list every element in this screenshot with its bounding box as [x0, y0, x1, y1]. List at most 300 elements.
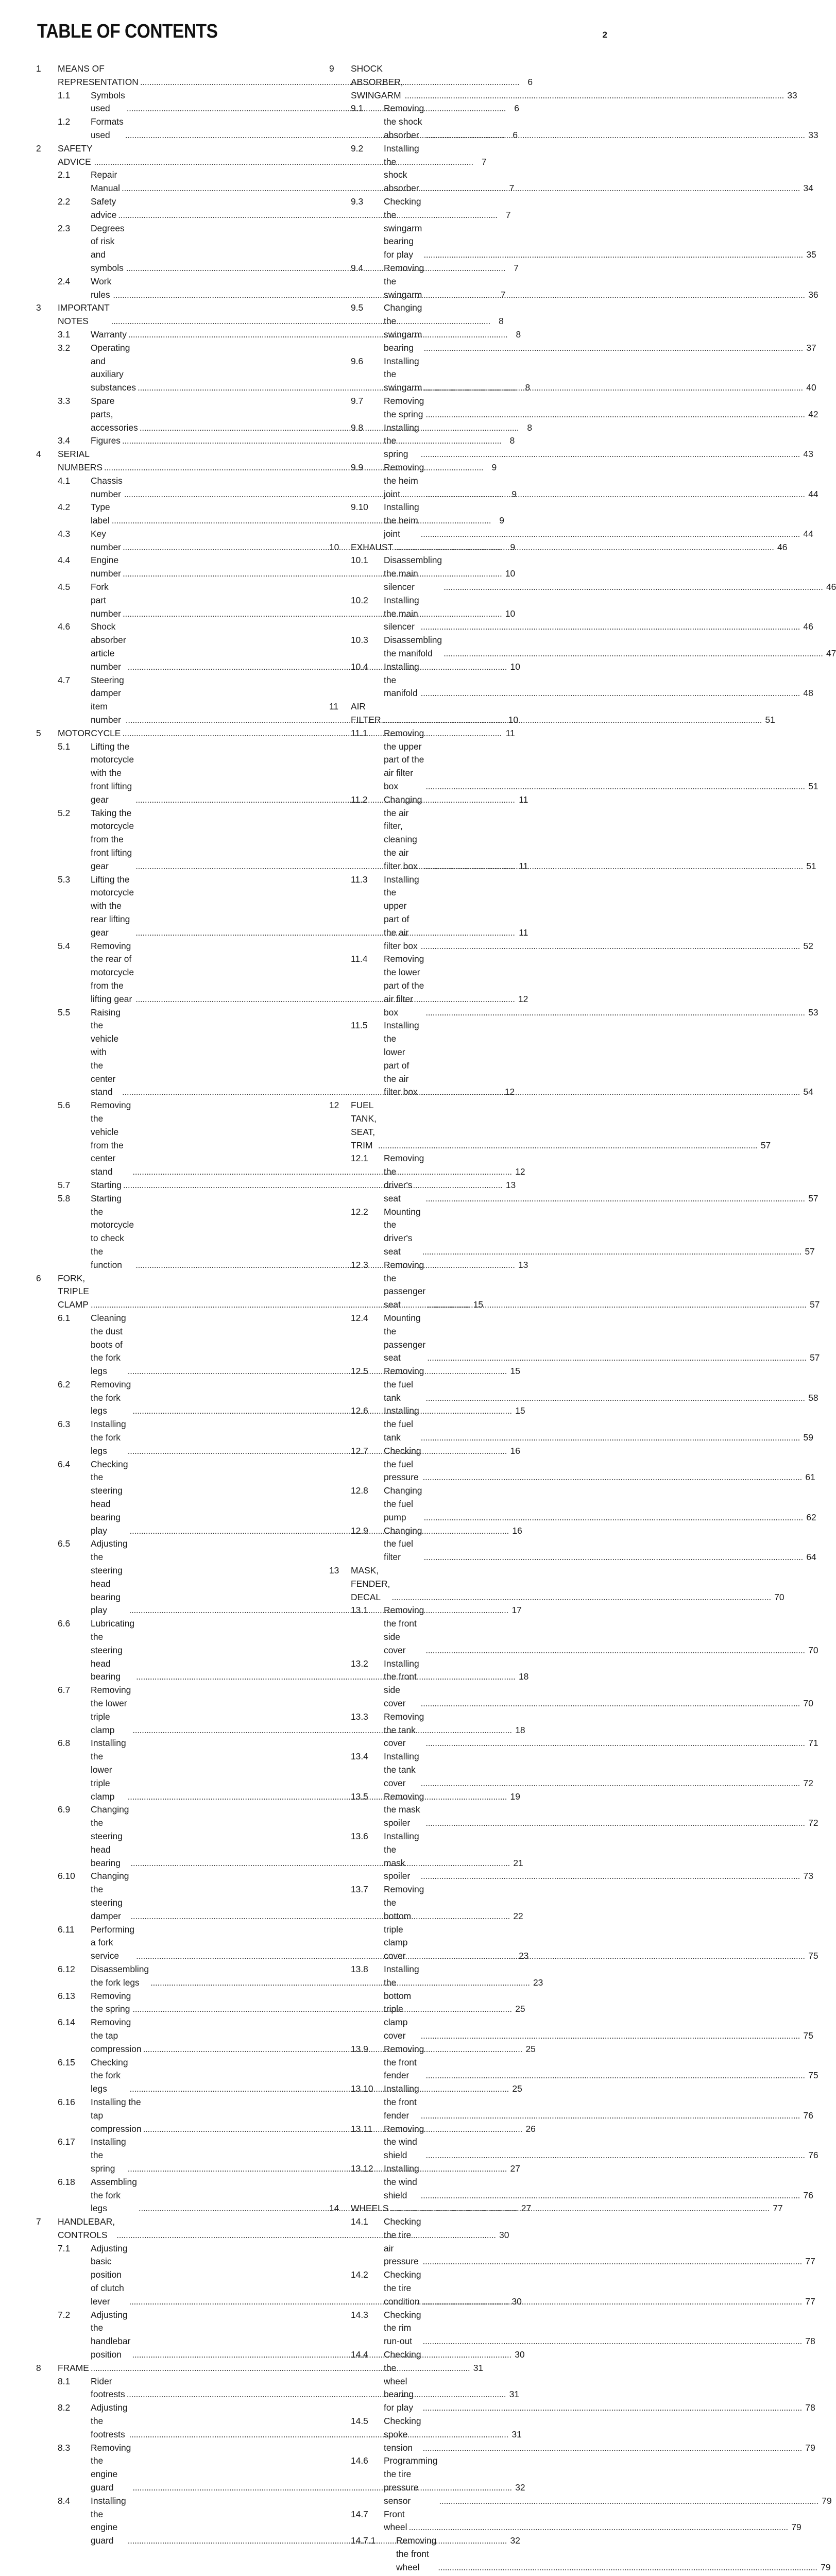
toc-entry-number: 10.2	[351, 595, 368, 605]
toc-entry-title: Type label	[91, 502, 110, 526]
toc-entry-title: Installing the front side cover	[384, 1658, 419, 1709]
dot-leader	[425, 1192, 804, 1206]
toc-entry-page: 79	[821, 2562, 831, 2572]
toc-entry-page: 25	[512, 2083, 522, 2094]
toc-entry-number: 9.10	[351, 502, 368, 513]
toc-entry[interactable]	[329, 1524, 816, 1564]
toc-entry-number: 13.9	[351, 2043, 368, 2054]
toc-entry-number: 10.4	[351, 661, 368, 672]
toc-entry[interactable]	[329, 1259, 820, 1312]
toc-entry-number: 13.6	[351, 1831, 368, 1841]
dot-leader	[423, 860, 801, 873]
toc-entry-page: 79	[791, 2522, 801, 2533]
toc-entry-number: 6.18	[58, 2176, 75, 2187]
toc-entry-page: 13	[518, 1259, 528, 1270]
toc-entry-number: 12.2	[351, 1206, 368, 1217]
toc-entry-number: 14.6	[351, 2455, 368, 2466]
toc-entry-page: 76	[803, 2110, 813, 2121]
toc-entry[interactable]	[329, 501, 813, 540]
toc-chapter[interactable]	[329, 2202, 783, 2215]
toc-entry-title: Removing the passenger seat	[384, 1259, 426, 1310]
dot-leader	[443, 581, 822, 594]
toc-entry[interactable]	[329, 634, 836, 660]
dot-leader	[421, 1086, 799, 1099]
toc-column-right	[329, 62, 836, 2576]
toc-entry[interactable]	[329, 594, 813, 634]
toc-entry-page: 75	[803, 2030, 813, 2041]
toc-entry-page: 37	[806, 342, 816, 353]
toc-entry-title: Removing the fuel tank	[384, 1366, 424, 1403]
toc-entry[interactable]	[329, 554, 836, 594]
toc-entry[interactable]	[329, 1484, 816, 1524]
dot-leader	[423, 2255, 801, 2268]
toc-entry-number: 14.5	[351, 2416, 368, 2427]
toc-entry-title: Operating and auxiliary substances	[91, 342, 136, 393]
toc-entry-number: 8	[36, 2362, 41, 2373]
dot-leader	[395, 541, 773, 554]
toc-entry[interactable]	[329, 2348, 815, 2415]
toc-entry-title: Shock absorber article number	[91, 621, 126, 672]
toc-entry-title: Checking the fork legs	[91, 2057, 128, 2094]
toc-entry-number: 6.4	[58, 1459, 71, 1469]
toc-entry-page: 16	[510, 1445, 520, 1456]
toc-entry[interactable]	[329, 1312, 820, 1365]
dot-leader	[443, 647, 822, 660]
toc-entry-number: 6.17	[58, 2137, 75, 2147]
toc-entry[interactable]	[329, 2508, 801, 2535]
dot-leader	[425, 2149, 804, 2162]
page-title: TABLE OF CONTENTS	[37, 21, 218, 42]
dot-leader	[421, 1431, 799, 1445]
toc-entry-title: Removing the bottom triple clamp cover	[384, 1884, 424, 1961]
toc-entry[interactable]	[329, 2574, 597, 2576]
toc-entry-title: Installing the main silencer	[384, 595, 419, 632]
toc-entry-page: 10	[505, 568, 516, 579]
dot-leader	[425, 289, 804, 302]
toc-entry-page: 9	[510, 541, 516, 552]
toc-entry-page: 7	[505, 209, 511, 220]
toc-entry-page: 58	[808, 1392, 818, 1403]
toc-entry-number: 6.14	[58, 2017, 75, 2028]
toc-entry-page: 72	[808, 1818, 818, 1828]
toc-entry[interactable]	[329, 2534, 831, 2574]
toc-entry-number: 11.2	[351, 794, 368, 805]
toc-entry-page: 76	[808, 2150, 818, 2161]
toc-entry[interactable]	[329, 1604, 818, 1657]
toc-entry[interactable]	[329, 953, 818, 1019]
toc-entry-title: Repair Manual	[91, 170, 121, 194]
toc-entry-number: 9.6	[351, 355, 364, 366]
toc-entry[interactable]	[329, 2123, 818, 2162]
toc-entry[interactable]	[329, 195, 816, 262]
dot-leader	[421, 448, 799, 461]
toc-entry-page: 12	[515, 1166, 525, 1177]
toc-entry-number: 3	[36, 302, 41, 313]
toc-entry-number: 13	[329, 1565, 339, 1576]
dot-leader	[423, 1551, 801, 1564]
toc-entry-title: FORK, TRIPLE CLAMP	[58, 1273, 89, 1310]
toc-entry-title: Figures	[91, 435, 121, 446]
toc-entry-title: Installing the engine guard	[91, 2495, 126, 2546]
toc-entry-page: 78	[805, 2336, 815, 2347]
toc-entry[interactable]	[329, 1963, 813, 2043]
dot-leader	[423, 381, 801, 395]
toc-entry-number: 6.9	[58, 1804, 71, 1815]
dot-leader	[423, 248, 801, 262]
toc-entry-page: 6	[514, 103, 519, 114]
dot-leader	[425, 2069, 804, 2082]
toc-entry[interactable]	[329, 660, 813, 700]
toc-entry-page: 9	[491, 462, 497, 472]
toc-entry-title: Lifting the motorcycle with the rear lifting gear	[91, 874, 134, 938]
toc-entry[interactable]	[329, 873, 813, 953]
toc-entry-title: Installing the swingarm	[384, 355, 422, 393]
toc-entry-title: Changing the steering head bearing	[91, 1804, 129, 1868]
toc-entry-page: 8	[516, 329, 521, 340]
toc-entry-page: 76	[803, 2190, 813, 2200]
toc-entry-page: 16	[512, 1525, 522, 1536]
toc-entry-page: 11	[519, 927, 528, 938]
toc-entry-title: Cleaning the dust boots of the fork legs	[91, 1312, 126, 1377]
toc-entry-page: 6	[513, 129, 518, 140]
toc-entry[interactable]	[329, 1404, 813, 1444]
toc-entry-number: 6.13	[58, 1990, 75, 2001]
toc-entry-page: 33	[787, 90, 797, 100]
toc-entry-number: 9.9	[351, 462, 364, 472]
toc-entry-page: 79	[805, 2442, 815, 2453]
toc-entry[interactable]	[329, 102, 818, 142]
toc-entry-title: Engine number	[91, 555, 121, 579]
toc-entry-page: 47	[826, 648, 836, 659]
toc-entry-number: 6.3	[58, 1419, 71, 1430]
toc-entry-number: 14.4	[351, 2349, 368, 2360]
toc-entry-title: Installing the spring	[91, 2137, 126, 2174]
dot-leader	[425, 488, 804, 501]
toc-entry-title: MASK, FENDER, DECAL	[351, 1565, 390, 1602]
toc-entry-title: Installing the mask spoiler	[384, 1831, 419, 1882]
toc-entry-title: Taking the motorcycle from the front lifting gear	[91, 807, 134, 871]
toc-entry[interactable]	[36, 1923, 529, 1963]
toc-entry[interactable]	[36, 1990, 525, 2016]
dot-leader	[383, 714, 761, 727]
toc-entry-title: Checking the tire condition	[384, 2269, 421, 2307]
toc-entry-number: 2.2	[58, 196, 71, 207]
toc-entry-title: Raising the vehicle with the center stand	[91, 1007, 121, 1097]
dot-leader	[425, 1817, 804, 1830]
toc-entry-page: 33	[808, 129, 818, 140]
toc-entry-title: Formats used	[91, 116, 124, 140]
toc-entry-number: 11.5	[351, 1020, 368, 1031]
toc-entry-number: 7.1	[58, 2243, 71, 2253]
toc-entry-number: 14.2	[351, 2269, 368, 2280]
toc-entry-title: Removing the vehicle from the center stand	[91, 1100, 131, 1177]
toc-entry-page: 9	[499, 515, 504, 526]
toc-entry-number: 8.3	[58, 2442, 71, 2453]
toc-entry-page: 34	[803, 183, 813, 194]
toc-entry[interactable]	[329, 2454, 832, 2507]
toc-entry-number: 12.9	[351, 1525, 368, 1536]
toc-entry-page: 7	[509, 183, 515, 194]
toc-chapter[interactable]	[329, 700, 775, 727]
toc-entry-title: Removing the driver's seat	[384, 1153, 424, 1204]
toc-entry-number: 7.2	[58, 2309, 71, 2320]
toc-entry-number: 14.1	[351, 2216, 368, 2227]
dot-leader	[421, 528, 799, 541]
toc-entry-number: 6.5	[58, 1538, 71, 1549]
dot-leader	[423, 2335, 801, 2348]
toc-entry-page: 17	[511, 1605, 522, 1616]
toc-entry-title: Adjusting the footrests	[91, 2402, 128, 2439]
toc-entry-page: 13	[505, 1179, 516, 1190]
toc-entry[interactable]	[36, 1179, 516, 1192]
toc-entry[interactable]	[329, 2309, 815, 2348]
toc-entry-page: 54	[803, 1087, 813, 1097]
toc-entry-number: 10	[329, 541, 339, 552]
toc-entry-title: Changing the swingarm bearing	[384, 302, 422, 353]
toc-entry-title: Installing the spring	[384, 422, 419, 460]
toc-entry[interactable]	[329, 2415, 815, 2454]
toc-entry[interactable]	[329, 1883, 818, 1963]
toc-entry-number: 4.3	[58, 528, 71, 539]
toc-entry-number: 4.1	[58, 475, 71, 486]
toc-entry[interactable]	[329, 461, 818, 501]
dot-leader	[427, 1351, 805, 1365]
toc-entry-page: 79	[822, 2495, 832, 2506]
toc-entry-number: 13.3	[351, 1711, 368, 1722]
toc-entry-title: Warranty	[91, 329, 127, 340]
toc-entry-page: 12	[518, 993, 528, 1004]
toc-entry-number: 1.1	[58, 90, 71, 100]
toc-entry[interactable]	[329, 395, 818, 421]
toc-entry-title: Work rules	[91, 276, 112, 300]
toc-entry-page: 30	[499, 2229, 509, 2240]
dot-leader	[438, 2561, 816, 2574]
toc-entry[interactable]	[329, 1830, 813, 1883]
dot-leader	[439, 2495, 817, 2508]
toc-entry-page: 19	[510, 1791, 520, 1802]
toc-entry-title: Safety advice	[91, 196, 117, 220]
toc-entry-number: 5.5	[58, 1007, 71, 1018]
toc-entry-title: Starting	[91, 1179, 122, 1190]
toc-entry-number: 2.4	[58, 276, 71, 286]
toc-entry-page: 70	[803, 1698, 813, 1709]
toc-entry-number: 13.4	[351, 1751, 368, 1762]
dot-leader	[421, 1697, 799, 1710]
toc-entry-title: Installing the wind shield	[384, 2163, 419, 2200]
toc-entry-title: MOTORCYCLE	[58, 727, 121, 738]
toc-entry-number: 5	[36, 727, 41, 738]
toc-chapter[interactable]	[329, 541, 788, 554]
toc-entry[interactable]	[329, 1445, 815, 1484]
toc-entry-number: 6.16	[58, 2096, 75, 2107]
toc-entry-title: Removing the tank cover	[384, 1711, 424, 1749]
toc-entry[interactable]	[329, 1657, 813, 1710]
toc-entry-page: 11	[519, 860, 528, 871]
toc-entry-page: 15	[515, 1405, 525, 1416]
toc-entry-number: 14.7.1	[351, 2535, 376, 2546]
toc-entry-page: 10	[505, 608, 516, 619]
toc-entry[interactable]	[329, 1019, 813, 1099]
toc-entry-page: 27	[521, 2203, 532, 2214]
toc-chapter[interactable]	[36, 2362, 484, 2375]
toc-entry-title: Installing the tap compression	[91, 2096, 142, 2134]
toc-entry-number: 2	[36, 143, 41, 154]
toc-entry-title: AIR FILTER	[351, 701, 381, 725]
toc-entry-number: 11.3	[351, 874, 368, 885]
toc-entry-page: 31	[511, 2429, 522, 2439]
toc-entry-title: Key number	[91, 528, 121, 552]
toc-entry-title: Removing the engine guard	[91, 2442, 131, 2493]
toc-entry-title: Rider footrests	[91, 2376, 125, 2400]
toc-entry-number: 4	[36, 449, 41, 460]
toc-entry-title: Adjusting the handlebar position	[91, 2309, 131, 2360]
dot-leader	[421, 2029, 799, 2043]
toc-entry-title: Mounting the driver's seat	[384, 1206, 421, 1257]
toc-entry-title: Installing the upper part of the air filter box	[384, 874, 419, 951]
toc-entry-page: 10	[508, 715, 519, 725]
toc-entry-title: Disassembling the manifold	[384, 635, 442, 659]
toc-entry-title: Installing the lower part of the air filter box	[384, 1020, 419, 1097]
toc-entry-title: Spare parts, accessories	[91, 395, 138, 433]
toc-chapter[interactable]	[329, 1099, 771, 1152]
toc-entry-page: 15	[473, 1299, 484, 1310]
toc-entry-page: 57	[810, 1352, 820, 1363]
toc-entry-number: 14.7	[351, 2509, 368, 2519]
toc-entry-title: Removing the lower part of the air filter box	[384, 954, 424, 1018]
toc-entry[interactable]	[36, 2375, 519, 2402]
toc-entry-number: 9.1	[351, 103, 364, 114]
toc-entry-number: 5.1	[58, 741, 71, 752]
toc-entry-number: 12.1	[351, 1153, 368, 1164]
toc-entry-number: 6.12	[58, 1963, 75, 1974]
toc-entry-number: 6.10	[58, 1871, 75, 1882]
toc-entry-number: 12.8	[351, 1485, 368, 1496]
toc-entry[interactable]	[329, 142, 813, 195]
toc-entry-number: 5.6	[58, 1100, 71, 1111]
toc-entry-number: 8.1	[58, 2376, 71, 2386]
dot-leader	[423, 2401, 801, 2415]
toc-entry[interactable]	[329, 2162, 813, 2202]
toc-entry-title: SHOCK ABSORBER, SWINGARM	[351, 63, 403, 100]
toc-entry-page: 70	[774, 1591, 784, 1602]
toc-entry-page: 32	[515, 2482, 525, 2493]
toc-entry-number: 11	[329, 701, 339, 712]
toc-entry-page: 43	[803, 449, 813, 460]
toc-entry-title: Adjusting the steering head bearing play	[91, 1538, 128, 1616]
toc-entry-title: Removing the front wheel	[396, 2535, 437, 2572]
toc-entry-page: 72	[803, 1777, 813, 1788]
toc-entry-title: FRAME	[58, 2362, 89, 2373]
toc-entry-page: 46	[777, 541, 788, 552]
toc-entry-title: MEANS OF REPRESENTATION	[58, 63, 139, 87]
toc-entry-title: WHEELS	[351, 2203, 389, 2214]
toc-entry[interactable]	[329, 1365, 818, 1404]
dot-leader	[423, 1511, 801, 1524]
dot-leader	[423, 1471, 801, 1484]
toc-entry-page: 35	[806, 249, 816, 260]
toc-entry-number: 14.3	[351, 2309, 368, 2320]
toc-entry[interactable]	[329, 793, 816, 873]
toc-entry-page: 15	[510, 1366, 520, 1377]
toc-entry-title: Removing the wind shield	[384, 2123, 424, 2161]
toc-entry-number: 4.4	[58, 555, 71, 566]
toc-entry-number: 4.5	[58, 582, 71, 592]
toc-entry-number: 12.4	[351, 1312, 368, 1323]
toc-entry-title: Installing the front fender	[384, 2083, 419, 2121]
toc-entry-page: 73	[803, 1871, 813, 1882]
toc-entry-page: 78	[805, 2402, 815, 2413]
dot-leader	[421, 620, 799, 634]
toc-entry-number: 9.2	[351, 143, 364, 154]
toc-entry[interactable]	[329, 727, 818, 793]
toc-entry[interactable]	[36, 434, 515, 448]
toc-entry[interactable]	[329, 2215, 815, 2268]
toc-entry-page: 26	[525, 2123, 536, 2134]
toc-entry[interactable]	[329, 355, 816, 395]
toc-entry-page: 12	[504, 1087, 515, 1097]
toc-entry-page: 62	[806, 1512, 816, 1522]
toc-entry-page: 51	[808, 781, 818, 792]
toc-entry[interactable]	[329, 1750, 813, 1790]
toc-entry-title: SAFETY ADVICE	[58, 143, 93, 167]
dot-leader	[425, 1737, 804, 1750]
toc-entry-number: 8.2	[58, 2402, 71, 2413]
toc-entry-page: 57	[810, 1299, 820, 1310]
toc-entry[interactable]	[329, 421, 813, 461]
toc-entry-title: Programming the tire pressure sensor	[384, 2455, 438, 2506]
toc-entry-page: 53	[808, 1007, 818, 1018]
toc-entry[interactable]	[329, 1152, 818, 1205]
toc-entry-number: 13.11	[351, 2123, 373, 2134]
toc-entry-number: 9	[329, 63, 334, 74]
toc-entry-title: Installing the fuel tank	[384, 1405, 419, 1443]
toc-entry[interactable]	[329, 2082, 813, 2122]
toc-entry[interactable]	[329, 262, 818, 301]
toc-entry-page: 44	[808, 488, 818, 499]
toc-entry-page: 51	[806, 860, 816, 871]
toc-entry-title: EXHAUST	[351, 541, 394, 552]
toc-entry-page: 30	[511, 2296, 522, 2307]
toc-entry[interactable]	[329, 1790, 818, 1830]
toc-entry-title: Removing the spring	[384, 395, 424, 419]
toc-entry[interactable]	[329, 2268, 815, 2308]
toc-entry-number: 1	[36, 63, 41, 74]
toc-entry-page: 77	[805, 2256, 815, 2267]
toc-entry-title: Lifting the motorcycle with the front lifting gear	[91, 741, 134, 805]
toc-entry[interactable]	[329, 1710, 818, 1750]
toc-entry[interactable]	[329, 301, 816, 354]
toc-entry-page: 40	[806, 382, 816, 393]
toc-entry[interactable]	[329, 2043, 818, 2082]
dot-leader	[425, 1644, 804, 1657]
toc-entry-number: 5.8	[58, 1193, 71, 1204]
toc-entry-page: 52	[803, 940, 813, 951]
toc-entry[interactable]	[36, 328, 521, 342]
toc-entry-title: Installing the tank cover	[384, 1751, 419, 1788]
toc-chapter[interactable]	[329, 1564, 784, 1604]
dot-leader	[421, 940, 799, 953]
toc-entry-number: 5.2	[58, 807, 71, 818]
toc-entry-number: 6.15	[58, 2057, 75, 2067]
toc-entry[interactable]	[329, 1206, 815, 1259]
toc-chapter[interactable]	[329, 62, 797, 102]
toc-entry-number: 13.7	[351, 1884, 368, 1895]
toc-entry-page: 21	[513, 1857, 523, 1868]
toc-entry-page: 7	[500, 289, 506, 300]
toc-entry-number: 6	[36, 1273, 41, 1283]
toc-entry-page: 23	[518, 1951, 529, 1961]
toc-entry-number: 6.2	[58, 1379, 71, 1389]
